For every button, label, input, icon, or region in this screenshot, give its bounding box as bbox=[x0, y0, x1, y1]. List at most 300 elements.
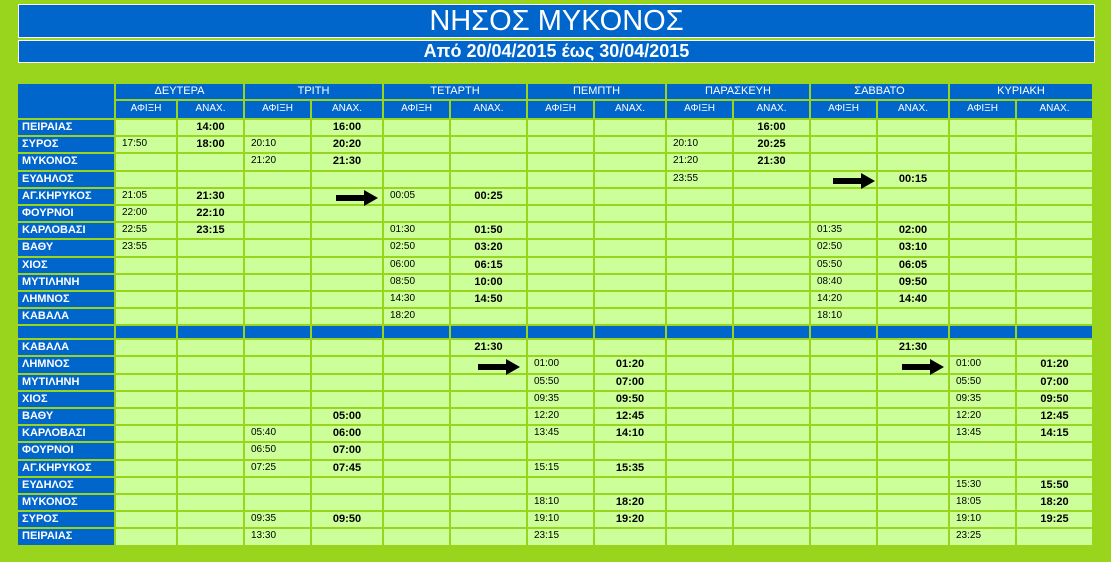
departure-time bbox=[312, 206, 382, 221]
arrival-time bbox=[950, 275, 1015, 290]
departure-time: 16:00 bbox=[734, 120, 809, 135]
departure-time: 21:30 bbox=[734, 154, 809, 169]
departure-time bbox=[734, 292, 809, 307]
arrival-time bbox=[528, 154, 593, 169]
departure-time bbox=[451, 478, 526, 493]
arrival-time bbox=[384, 461, 449, 476]
arrival-time bbox=[528, 258, 593, 273]
departure-time bbox=[1017, 275, 1092, 290]
day-header: ΔΕΥΤΕΡΑ bbox=[116, 84, 243, 99]
arrival-time: 01:00 bbox=[950, 357, 1015, 372]
departure-time bbox=[451, 443, 526, 458]
port-name: ΑΓ.ΚΗΡΥΚΟΣ bbox=[18, 461, 114, 476]
arrival-time bbox=[116, 392, 176, 407]
departure-time bbox=[451, 154, 526, 169]
departure-time bbox=[178, 461, 243, 476]
port-name: ΧΙΟΣ bbox=[18, 392, 114, 407]
section-separator bbox=[312, 326, 382, 338]
arrival-time bbox=[811, 189, 876, 204]
departure-time bbox=[734, 392, 809, 407]
departure-time bbox=[1017, 529, 1092, 544]
departure-time bbox=[595, 275, 665, 290]
departure-time bbox=[451, 461, 526, 476]
arrival-time bbox=[811, 206, 876, 221]
port-name: ΜΥΚΟΝΟΣ bbox=[18, 154, 114, 169]
arrival-time bbox=[667, 340, 732, 355]
arrival-time bbox=[950, 137, 1015, 152]
arrival-time bbox=[528, 478, 593, 493]
arrival-time bbox=[950, 223, 1015, 238]
arrival-time: 21:20 bbox=[667, 154, 732, 169]
arrival-time bbox=[245, 189, 310, 204]
date-range-subtitle: Από 20/04/2015 έως 30/04/2015 bbox=[18, 40, 1095, 63]
arrival-time bbox=[245, 392, 310, 407]
arrival-time: 09:35 bbox=[528, 392, 593, 407]
departure-time bbox=[734, 240, 809, 255]
departure-time bbox=[1017, 240, 1092, 255]
arrival-time bbox=[667, 495, 732, 510]
arrival-time bbox=[528, 189, 593, 204]
departure-time bbox=[595, 529, 665, 544]
day-header: ΠΑΡΑΣΚΕΥΗ bbox=[667, 84, 809, 99]
arrival-time bbox=[384, 154, 449, 169]
departure-time bbox=[595, 189, 665, 204]
arrival-time bbox=[384, 443, 449, 458]
arrival-time bbox=[528, 206, 593, 221]
arrival-time bbox=[384, 375, 449, 390]
arrival-time bbox=[245, 258, 310, 273]
departure-time bbox=[595, 240, 665, 255]
day-header: ΚΥΡΙΑΚΗ bbox=[950, 84, 1092, 99]
arrival-time: 13:30 bbox=[245, 529, 310, 544]
departure-time bbox=[312, 240, 382, 255]
arrival-time bbox=[116, 375, 176, 390]
departure-time bbox=[1017, 461, 1092, 476]
section-separator bbox=[595, 326, 665, 338]
section-separator bbox=[245, 326, 310, 338]
arrival-time bbox=[667, 375, 732, 390]
arrival-time: 12:20 bbox=[528, 409, 593, 424]
departure-time bbox=[878, 309, 948, 324]
arrival-time bbox=[950, 120, 1015, 135]
day-header: ΤΕΤΑΡΤΗ bbox=[384, 84, 526, 99]
departure-time bbox=[451, 495, 526, 510]
arrival-time bbox=[384, 529, 449, 544]
departure-time: 23:15 bbox=[178, 223, 243, 238]
departure-time bbox=[178, 258, 243, 273]
departure-subheader: ΑΝΑΧ. bbox=[1017, 101, 1092, 118]
departure-time bbox=[878, 375, 948, 390]
departure-time bbox=[734, 426, 809, 441]
arrival-time: 23:25 bbox=[950, 529, 1015, 544]
departure-time bbox=[312, 375, 382, 390]
arrival-time bbox=[245, 375, 310, 390]
arrival-time bbox=[116, 529, 176, 544]
arrival-time bbox=[667, 392, 732, 407]
departure-time: 06:05 bbox=[878, 258, 948, 273]
departure-time: 01:20 bbox=[595, 357, 665, 372]
departure-time bbox=[734, 309, 809, 324]
arrival-time bbox=[384, 512, 449, 527]
schedule-table bbox=[18, 84, 1095, 550]
arrival-time bbox=[116, 172, 176, 187]
arrival-time bbox=[528, 120, 593, 135]
arrival-time: 05:50 bbox=[950, 375, 1015, 390]
arrival-time bbox=[528, 240, 593, 255]
arrival-time: 05:40 bbox=[245, 426, 310, 441]
arrival-time bbox=[116, 461, 176, 476]
arrival-time bbox=[116, 275, 176, 290]
departure-time bbox=[178, 478, 243, 493]
departure-time bbox=[1017, 137, 1092, 152]
arrival-time bbox=[667, 189, 732, 204]
departure-time: 15:35 bbox=[595, 461, 665, 476]
departure-time bbox=[595, 258, 665, 273]
departure-time: 18:20 bbox=[595, 495, 665, 510]
arrival-time: 19:10 bbox=[950, 512, 1015, 527]
departure-time bbox=[1017, 120, 1092, 135]
arrival-time bbox=[245, 120, 310, 135]
departure-time bbox=[178, 275, 243, 290]
departure-time bbox=[178, 495, 243, 510]
departure-time: 19:25 bbox=[1017, 512, 1092, 527]
departure-time: 09:50 bbox=[1017, 392, 1092, 407]
arrival-time bbox=[384, 409, 449, 424]
arrival-time: 06:00 bbox=[384, 258, 449, 273]
arrival-time: 20:10 bbox=[667, 137, 732, 152]
arrival-time bbox=[384, 120, 449, 135]
departure-time bbox=[1017, 172, 1092, 187]
arrival-time: 22:55 bbox=[116, 223, 176, 238]
day-header: ΣΑΒΒΑΤΟ bbox=[811, 84, 948, 99]
departure-time bbox=[178, 292, 243, 307]
departure-time bbox=[595, 137, 665, 152]
arrival-time: 23:55 bbox=[667, 172, 732, 187]
departure-time bbox=[878, 478, 948, 493]
arrival-time bbox=[950, 292, 1015, 307]
arrival-time bbox=[667, 461, 732, 476]
departure-time bbox=[312, 357, 382, 372]
departure-time bbox=[178, 240, 243, 255]
arrival-time: 23:55 bbox=[116, 240, 176, 255]
departure-time: 02:00 bbox=[878, 223, 948, 238]
arrival-subheader: ΑΦΙΞΗ bbox=[811, 101, 876, 118]
arrival-time: 01:30 bbox=[384, 223, 449, 238]
departure-time: 18:20 bbox=[1017, 495, 1092, 510]
departure-time: 20:25 bbox=[734, 137, 809, 152]
departure-time: 07:00 bbox=[595, 375, 665, 390]
arrival-time bbox=[811, 512, 876, 527]
departure-time: 14:10 bbox=[595, 426, 665, 441]
departure-time bbox=[734, 223, 809, 238]
arrival-time bbox=[528, 172, 593, 187]
section-separator bbox=[950, 326, 1015, 338]
departure-time bbox=[595, 120, 665, 135]
departure-time bbox=[178, 340, 243, 355]
departure-time bbox=[451, 172, 526, 187]
port-name: ΦΟΥΡΝΟΙ bbox=[18, 443, 114, 458]
departure-time bbox=[312, 275, 382, 290]
arrival-time: 06:50 bbox=[245, 443, 310, 458]
arrival-time: 18:20 bbox=[384, 309, 449, 324]
arrival-time bbox=[528, 309, 593, 324]
departure-subheader: ΑΝΑΧ. bbox=[734, 101, 809, 118]
departure-time bbox=[734, 443, 809, 458]
arrival-time bbox=[384, 392, 449, 407]
arrival-time bbox=[116, 309, 176, 324]
departure-subheader: ΑΝΑΧ. bbox=[451, 101, 526, 118]
departure-time bbox=[451, 529, 526, 544]
departure-time bbox=[451, 137, 526, 152]
departure-time: 21:30 bbox=[178, 189, 243, 204]
arrival-time bbox=[811, 529, 876, 544]
departure-time bbox=[1017, 223, 1092, 238]
departure-time: 16:00 bbox=[312, 120, 382, 135]
departure-time: 21:30 bbox=[878, 340, 948, 355]
departure-time bbox=[451, 426, 526, 441]
departure-time bbox=[734, 275, 809, 290]
port-name: ΠΕΙΡΑΙΑΣ bbox=[18, 529, 114, 544]
departure-subheader: ΑΝΑΧ. bbox=[595, 101, 665, 118]
arrival-time bbox=[245, 223, 310, 238]
departure-time bbox=[1017, 154, 1092, 169]
arrival-time: 17:50 bbox=[116, 137, 176, 152]
departure-time: 01:20 bbox=[1017, 357, 1092, 372]
departure-time: 06:00 bbox=[312, 426, 382, 441]
arrival-time bbox=[116, 258, 176, 273]
arrival-time: 18:10 bbox=[528, 495, 593, 510]
day-header: ΠΕΜΠΤΗ bbox=[528, 84, 665, 99]
departure-time bbox=[595, 309, 665, 324]
departure-time bbox=[878, 512, 948, 527]
departure-time bbox=[878, 529, 948, 544]
departure-time: 07:00 bbox=[312, 443, 382, 458]
arrival-time bbox=[667, 409, 732, 424]
section-separator bbox=[1017, 326, 1092, 338]
arrival-time bbox=[245, 357, 310, 372]
arrival-time: 09:35 bbox=[950, 392, 1015, 407]
arrival-time bbox=[811, 154, 876, 169]
departure-time: 09:50 bbox=[312, 512, 382, 527]
arrival-time: 12:20 bbox=[950, 409, 1015, 424]
departure-time bbox=[451, 375, 526, 390]
arrival-subheader: ΑΦΙΞΗ bbox=[950, 101, 1015, 118]
departure-time: 07:45 bbox=[312, 461, 382, 476]
departure-time bbox=[734, 375, 809, 390]
arrival-time bbox=[245, 275, 310, 290]
departure-time bbox=[734, 478, 809, 493]
port-name: ΚΑΒΑΛΑ bbox=[18, 309, 114, 324]
departure-time: 21:30 bbox=[451, 340, 526, 355]
section-separator bbox=[734, 326, 809, 338]
arrow-right-icon bbox=[833, 173, 875, 189]
arrival-time bbox=[116, 409, 176, 424]
departure-time bbox=[1017, 309, 1092, 324]
departure-time bbox=[178, 529, 243, 544]
arrival-time bbox=[667, 529, 732, 544]
departure-time: 21:30 bbox=[312, 154, 382, 169]
arrival-time: 08:50 bbox=[384, 275, 449, 290]
arrival-time: 22:00 bbox=[116, 206, 176, 221]
departure-time bbox=[595, 172, 665, 187]
departure-time bbox=[178, 357, 243, 372]
arrival-time: 13:45 bbox=[950, 426, 1015, 441]
arrival-time bbox=[384, 478, 449, 493]
arrival-time bbox=[950, 309, 1015, 324]
departure-time bbox=[312, 292, 382, 307]
departure-time bbox=[878, 409, 948, 424]
departure-time: 20:20 bbox=[312, 137, 382, 152]
section-separator bbox=[451, 326, 526, 338]
arrival-time bbox=[245, 292, 310, 307]
arrival-time bbox=[116, 340, 176, 355]
arrival-time bbox=[116, 478, 176, 493]
departure-time bbox=[734, 206, 809, 221]
departure-time: 14:40 bbox=[878, 292, 948, 307]
arrow-right-icon bbox=[902, 359, 944, 375]
arrival-time bbox=[245, 340, 310, 355]
arrival-subheader: ΑΦΙΞΗ bbox=[667, 101, 732, 118]
arrival-time bbox=[667, 206, 732, 221]
day-header: ΤΡΙΤΗ bbox=[245, 84, 382, 99]
departure-time: 05:00 bbox=[312, 409, 382, 424]
arrival-time bbox=[245, 206, 310, 221]
arrival-time bbox=[667, 223, 732, 238]
departure-time bbox=[312, 495, 382, 510]
arrival-time bbox=[811, 478, 876, 493]
departure-time bbox=[178, 172, 243, 187]
port-name: ΣΥΡΟΣ bbox=[18, 512, 114, 527]
arrival-subheader: ΑΦΙΞΗ bbox=[116, 101, 176, 118]
port-name: ΜΥΤΙΛΗΝΗ bbox=[18, 375, 114, 390]
arrival-time bbox=[116, 426, 176, 441]
departure-time: 14:00 bbox=[178, 120, 243, 135]
section-separator bbox=[178, 326, 243, 338]
arrival-time bbox=[667, 292, 732, 307]
departure-time: 14:50 bbox=[451, 292, 526, 307]
departure-time bbox=[595, 206, 665, 221]
departure-time: 18:00 bbox=[178, 137, 243, 152]
departure-time bbox=[451, 309, 526, 324]
port-name: ΜΥΤΙΛΗΝΗ bbox=[18, 275, 114, 290]
port-name: ΜΥΚΟΝΟΣ bbox=[18, 495, 114, 510]
arrow-right-icon bbox=[478, 359, 520, 375]
departure-time bbox=[312, 258, 382, 273]
departure-time bbox=[451, 392, 526, 407]
port-name: ΕΥΔΗΛΟΣ bbox=[18, 172, 114, 187]
port-name: ΛΗΜΝΟΣ bbox=[18, 357, 114, 372]
arrival-time bbox=[811, 137, 876, 152]
port-name: ΦΟΥΡΝΟΙ bbox=[18, 206, 114, 221]
departure-time bbox=[312, 392, 382, 407]
departure-time bbox=[178, 375, 243, 390]
departure-time bbox=[734, 258, 809, 273]
departure-time: 14:15 bbox=[1017, 426, 1092, 441]
departure-time bbox=[878, 392, 948, 407]
departure-time: 00:25 bbox=[451, 189, 526, 204]
arrival-subheader: ΑΦΙΞΗ bbox=[245, 101, 310, 118]
departure-subheader: ΑΝΑΧ. bbox=[178, 101, 243, 118]
arrival-time bbox=[667, 512, 732, 527]
arrival-time: 23:15 bbox=[528, 529, 593, 544]
arrival-time bbox=[384, 340, 449, 355]
arrival-time bbox=[667, 240, 732, 255]
arrival-time bbox=[384, 137, 449, 152]
arrival-time bbox=[811, 375, 876, 390]
departure-time bbox=[1017, 206, 1092, 221]
departure-time bbox=[734, 409, 809, 424]
arrival-time bbox=[528, 340, 593, 355]
arrival-time bbox=[245, 478, 310, 493]
section-separator bbox=[878, 326, 948, 338]
section-separator bbox=[384, 326, 449, 338]
departure-time bbox=[178, 409, 243, 424]
arrival-time bbox=[528, 137, 593, 152]
departure-time: 06:15 bbox=[451, 258, 526, 273]
departure-time bbox=[178, 392, 243, 407]
departure-time bbox=[178, 443, 243, 458]
arrival-time bbox=[116, 512, 176, 527]
arrow-right-icon bbox=[336, 190, 378, 206]
port-name: ΑΓ.ΚΗΡΥΚΟΣ bbox=[18, 189, 114, 204]
arrival-time bbox=[667, 120, 732, 135]
arrival-time: 15:15 bbox=[528, 461, 593, 476]
departure-time bbox=[595, 154, 665, 169]
arrival-time: 08:40 bbox=[811, 275, 876, 290]
departure-subheader: ΑΝΑΧ. bbox=[878, 101, 948, 118]
departure-time bbox=[734, 461, 809, 476]
departure-time bbox=[878, 495, 948, 510]
arrival-time bbox=[528, 223, 593, 238]
departure-time bbox=[312, 223, 382, 238]
departure-time bbox=[178, 426, 243, 441]
arrival-time: 21:20 bbox=[245, 154, 310, 169]
arrival-time bbox=[950, 340, 1015, 355]
departure-time bbox=[878, 426, 948, 441]
departure-time bbox=[878, 120, 948, 135]
port-name: ΕΥΔΗΛΟΣ bbox=[18, 478, 114, 493]
arrival-time bbox=[116, 292, 176, 307]
port-name: ΒΑΘΥ bbox=[18, 240, 114, 255]
arrival-time bbox=[116, 154, 176, 169]
port-name: ΚΑΡΛΟΒΑΣΙ bbox=[18, 426, 114, 441]
departure-time: 07:00 bbox=[1017, 375, 1092, 390]
arrival-time: 18:05 bbox=[950, 495, 1015, 510]
arrival-time bbox=[950, 189, 1015, 204]
arrival-time bbox=[384, 206, 449, 221]
departure-time bbox=[312, 309, 382, 324]
arrival-time bbox=[384, 426, 449, 441]
departure-time bbox=[734, 340, 809, 355]
departure-time: 22:10 bbox=[178, 206, 243, 221]
departure-time: 15:50 bbox=[1017, 478, 1092, 493]
departure-time bbox=[1017, 258, 1092, 273]
arrival-time: 07:25 bbox=[245, 461, 310, 476]
departure-time bbox=[595, 443, 665, 458]
arrival-time: 01:00 bbox=[528, 357, 593, 372]
port-name: ΠΕΙΡΑΙΑΣ bbox=[18, 120, 114, 135]
departure-time bbox=[878, 189, 948, 204]
arrival-time bbox=[950, 258, 1015, 273]
arrival-time bbox=[811, 443, 876, 458]
port-name: ΧΙΟΣ bbox=[18, 258, 114, 273]
departure-time: 01:50 bbox=[451, 223, 526, 238]
port-name: ΒΑΘΥ bbox=[18, 409, 114, 424]
departure-time: 03:20 bbox=[451, 240, 526, 255]
departure-time bbox=[178, 309, 243, 324]
arrival-time bbox=[528, 292, 593, 307]
arrival-time bbox=[811, 426, 876, 441]
